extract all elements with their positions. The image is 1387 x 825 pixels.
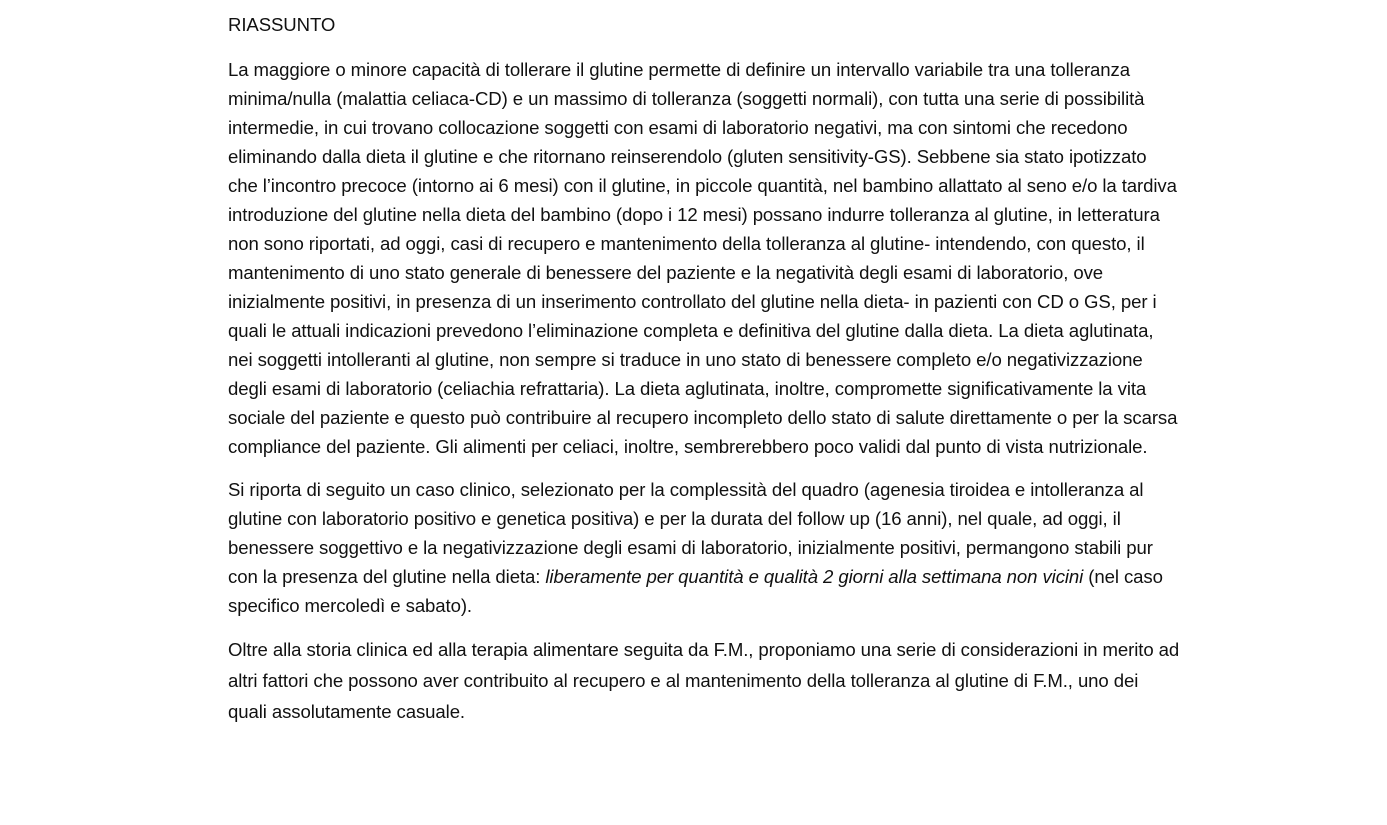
paragraph-2-italic-text: liberamente per quantità e qualità 2 giorni alla settimana non vicini [545, 566, 1084, 587]
abstract-paragraph-3: Oltre alla storia clinica ed alla terapia alimentare seguita da F.M., proponiamo una serie di considerazioni in merito ad altri fattori che possono aver contribuito al recupero e al mantenimento della tolleranza al glutine di F.M., uno dei quali assolutamente casuale. [228, 639, 1180, 722]
document-page [228, 10, 1180, 741]
paragraph-2-text-end: (nel caso specifico mercoledì e sabato). [228, 566, 1163, 616]
abstract-paragraph-2 [228, 475, 1180, 620]
paragraph-2-text: Si riporta di seguito un caso clinico, selezionato per la complessità del quadro (agenesia tiroidea e intolleranza al glutine con laboratorio positivo e genetica positiva) e per la durata del follow up (16 anni), nel quale, ad oggi, il benessere soggettivo e la negativizzazione degli esami di laboratorio, inizialmente positivi, permangono stabili pur con la presenza del glutine nella dieta: [228, 479, 1153, 587]
abstract-paragraph-1: La maggiore o minore capacità di tollerare il glutine permette di definire un intervallo variabile tra una tolleranza minima/nulla (malattia celiaca-CD) e un massimo di tolleranza (soggetti normali), con tutta una serie di possibilità intermedie, in cui trovano collocazione soggetti con esami di laboratorio negativi, ma con sintomi che recedono eliminando dalla dieta il glutine e che ritornano reinserendolo (gluten sensitivity-GS). Sebbene sia stato ipotizzato che l’incontro precoce (intorno ai 6 mesi) con il glutine, in piccole quantità, nel bambino allattato al seno e/o la tardiva introduzione del glutine nella dieta del bambino (dopo i 12 mesi) possano indurre tolleranza al glutine, in letteratura non sono riportati, ad oggi, casi di recupero e mantenimento della tolleranza al glutine- intendendo, con questo, il mantenimento di uno stato generale di benessere del paziente e la negatività degli esami di laboratorio, ove inizialmente positivi, in presenza di un inserimento controllato del glutine nella dieta- in pazienti con CD o GS, per i quali le attuali indicazioni prevedono l’eliminazione completa e definitiva del glutine dalla dieta. La dieta aglutinata, nei soggetti intolleranti al glutine, non sempre si traduce in uno stato di benessere completo e/o negativizzazione degli esami di laboratorio (celiachia refrattaria). La dieta aglutinata, inoltre, compromette significativamente la vita sociale del paziente e questo può contribuire al recupero incompleto dello stato di salute direttamente o per la scarsa compliance del paziente. Gli alimenti per celiaci, inoltre, sembrerebbero poco validi dal punto di vista nutrizionale. [228, 59, 1178, 457]
section-heading: RIASSUNTO [228, 14, 336, 35]
